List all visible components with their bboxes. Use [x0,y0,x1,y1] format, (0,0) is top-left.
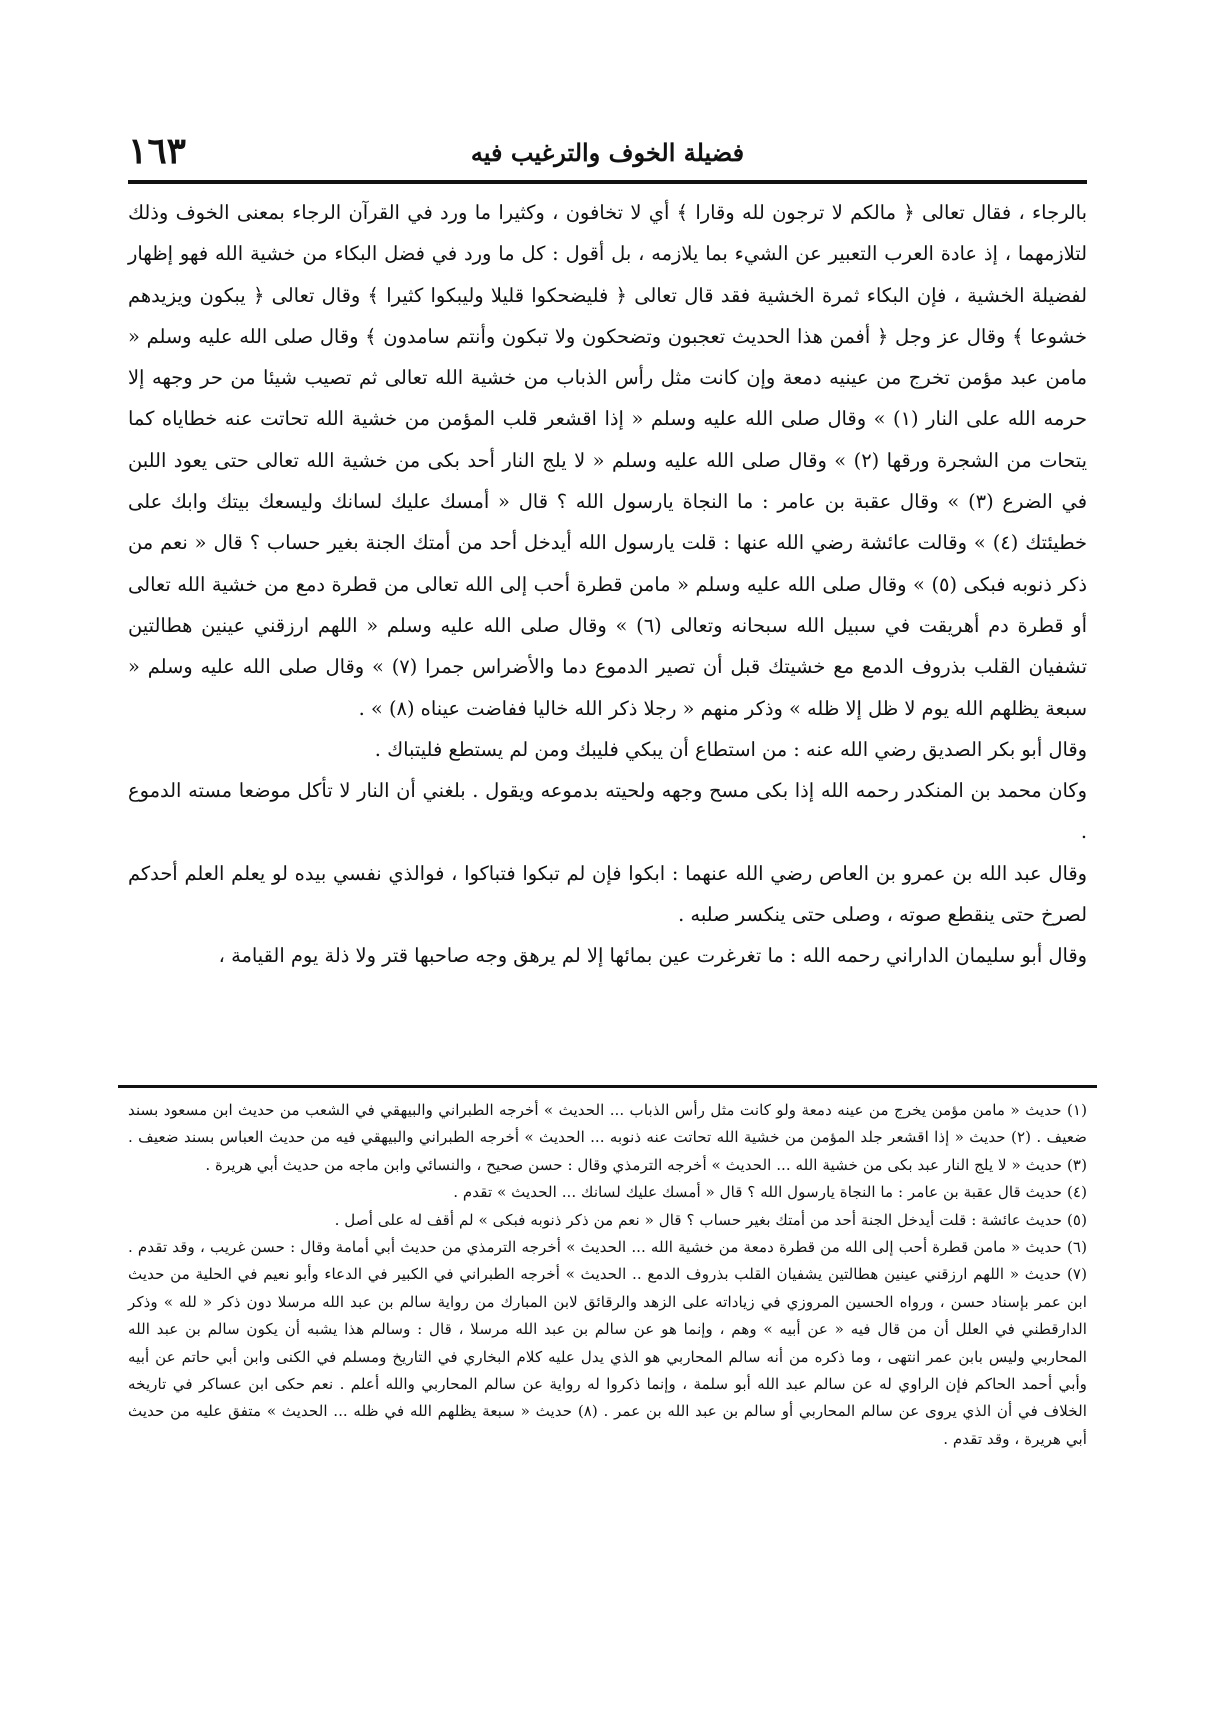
footnote: (٤) حديث قال عقبة بن عامر : ما النجاة يارسول الله ؟ قال « أمسك عليك لسانك ... الحديث » تقدم . [453,1183,1087,1202]
paragraph: وكان محمد بن المنكدر رحمه الله إذا بكى مسح وجهه ولحيته بدموعه ويقول . بلغني أن النار لا تأكل موضعا مسته الدموع . [128,779,1087,844]
paragraph: وقال أبو بكر الصديق رضي الله عنه : من استطاع أن يبكي فليبك ومن لم يستطع فليتباك . [374,737,1087,761]
page-number: ١٦٣ [128,130,187,172]
paragraph: وقال عبد الله بن عمرو بن العاص رضي الله عنهما : ابكوا فإن لم تبكوا فتباكوا ، فوالذي نفسي بيده لو يعلم العلم أحدكم لصرخ حتى ينقطع صوته ، وصلى حتى ينكسر صلبه . [128,861,1087,927]
footnote: (١) حديث « مامن مؤمن يخرج من عينه دمعة ولو كانت مثل رأس الذباب ... الحديث » أخرجه الطبراني والبيهقي في الشعب من حديث ابن مسعود بسند ضعيف . (٢) حديث « إذا اقشعر جلد المؤمن من خشية الله تحاتت عنه ذنوبه ... الحديث » أخرجه الطبراني والبيهقي فيه من حديث العباس بسند ضعيف . (٣) حديث « لا يلج النار عبد بكى من خشية الله ... الحديث » أخرجه الترمذي وقال : حسن صحيح ، والنسائي وابن ماجه من حديث أبي هريرة . [128,1101,1088,1174]
footnotes [128,1097,1087,1453]
footnote: (٦) حديث « مامن قطرة أحب إلى الله من قطرة دمعة من خشية الله ... الحديث » أخرجه الترمذي من حديث أبي أمامة وقال : حسن غريب ، وقد تقدم . (٧) حديث « اللهم ارزقني عينين هطالتين يشفيان القلب بذروف الدمع .. الحديث » أخرجه الطبراني في الكبير في الدعاء وأبو نعيم في الحلية من حديث ابن عمر بإسناد حسن ، ورواه الحسين المروزي في زياداته على الزهد والرقائق لابن المبارك من رواية سالم بن عبد الله مرسلا دون ذكر « لله » وذكر الدارقطني في العلل أن من قال فيه « عن أبيه » وهم ، وإنما هو عن سالم بن عبد الله مرسلا ، قال : وسالم هذا يشبه أن يكون سالم بن عبد الله المحاربي وليس بابن عمر انتهى ، وما ذكره من أنه سالم المحاربي هو الذي يدل عليه كلام البخاري في التاريخ ومسلم في الكنى وابن أبي حاتم عن أبيه وأبي أحمد الحاكم فإن الراوي له عن سالم عبد الله أبو سلمة ، وإنما ذكروا له رواية عن سالم المحاربي والله أعلم . نعم حكى ابن عساكر في تاريخه الخلاف في أن الذي يروى عن سالم المحاربي أو سالم بن عبد الله بن عمر . (٨) حديث « سبعة يظلهم الله في ظله ... الحديث » متفق عليه من حديث أبي هريرة ، وقد تقدم . [128,1238,1088,1448]
main-text [128,192,1087,977]
footnote-divider [118,1085,1097,1088]
page-header [128,130,1087,178]
paragraph: بالرجاء ، فقال تعالى ﴿ مالكم لا ترجون لله وقارا ﴾ أي لا تخافون ، وكثيرا ما ورد في القرآن الرجاء بمعنى الخوف وذلك لتلازمهما ، إذ عادة العرب التعبير عن الشيء بما يلازمه ، بل أقول : كل ما ورد في فضل البكاء من خشية الله فهو إظهار لفضيلة الخشية ، فإن البكاء ثمرة الخشية فقد قال تعالى ﴿ فليضحكوا قليلا وليبكوا كثيرا ﴾ وقال تعالى ﴿ يبكون ويزيدهم خشوعا ﴾ وقال عز وجل ﴿ أفمن هذا الحديث تعجبون وتضحكون ولا تبكون وأنتم سامدون ﴾ وقال صلى الله عليه وسلم « مامن عبد مؤمن تخرج من عينيه دمعة وإن كانت مثل رأس الذباب من خشية الله تعالى ثم تصيب شيئا من حر وجهه إلا حرمه الله على النار (١) » وقال صلى الله عليه وسلم « إذا اقشعر قلب المؤمن من خشية الله تحاتت عنه خطاياه كما يتحات من الشجرة ورقها (٢) » وقال صلى الله عليه وسلم « لا يلج النار أحد بكى من خشية الله تعالى حتى يعود اللبن في الضرع (٣) » وقال عقبة بن عامر : ما النجاة يارسول الله ؟ قال « أمسك عليك لسانك وليسعك بيتك وابك على خطيئتك (٤) » وقالت عائشة رضي الله عنها : قلت يارسول الله أيدخل أحد من أمتك الجنة بغير حساب ؟ قال « نعم من ذكر ذنوبه فبكى (٥) » وقال صلى الله عليه وسلم « مامن قطرة أحب إلى الله تعالى من قطرة دمع من خشية الله تعالى أو قطرة دم أهريقت في سبيل الله سبحانه وتعالى (٦) » وقال صلى الله عليه وسلم « اللهم ارزقني عينين هطالتين تشفيان القلب بذروف الدمع مع خشيتك قبل أن تصير الدموع دما والأضراس جمرا (٧) » وقال صلى الله عليه وسلم « سبعة يظلهم الله يوم لا ظل إلا ظله » وذكر منهم « رجلا ذكر الله خاليا ففاضت عيناه (٨) » . [128,201,1088,720]
header-divider [128,180,1087,184]
chapter-title: فضيلة الخوف والترغيب فيه [470,138,745,167]
footnote: (٥) حديث عائشة : قلت أيدخل الجنة أحد من أمتك بغير حساب ؟ قال « نعم من ذكر ذنوبه فبكى » لم أقف له على أصل . [334,1210,1087,1229]
paragraph: وقال أبو سليمان الداراني رحمه الله : ما تغرغرت عين بمائها إلا لم يرهق وجه صاحبها قتر ولا ذلة يوم القيامة ، [218,944,1087,968]
